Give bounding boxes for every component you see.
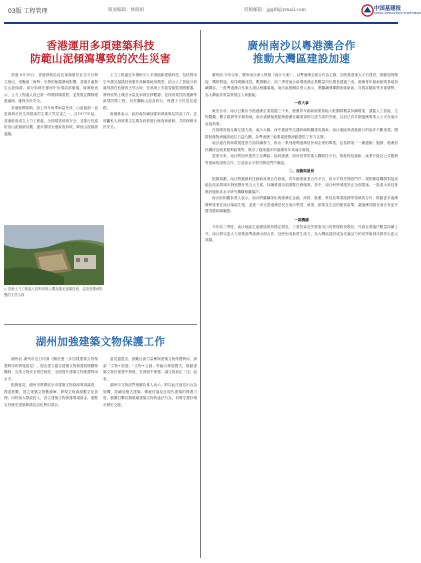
- photo-caption: △ 香港土力工程處人員利用無人機及激光掃描技術，巡查受暴雨影響的天然山坡: [4, 287, 103, 297]
- article3-section-heading: 二、規劃與發展: [288, 169, 315, 173]
- editor-credit: 版面编辑：林晓娟: [108, 8, 144, 13]
- article2-paragraph: 根據意見，湖州市將開展全市建築文物資源專項調查，摸清底數，建立建築文物數據庫，實現文物資源數字化管理；同時加大財政投入，設立建築文物保護專項資金，重點支持歷史建築修繕及活化利用項目。: [4, 383, 98, 407]
- logo-name: 中国基建报: [374, 6, 401, 12]
- article1-paragraph: 香港地勢陡峭，加上每年雨季雨量充沛，山泥傾瀉一直是威脅市民生命財產的主要天然災害之一。自1977年起，香港政府成立土力工程處，全面規管斜坡安全，並推行長遠防治山泥傾瀉計劃，逐步鞏固全港政府斜坡，降低山泥傾瀉風險。: [4, 105, 98, 136]
- article3-section-heading: 一段大事: [294, 101, 309, 105]
- page-header: [4, 0, 421, 24]
- section-divider: [4, 324, 197, 325]
- article1-column-left: [4, 72, 98, 222]
- article1-title-line1: 香港運用多項建築科技: [46, 40, 155, 52]
- article3-paragraph: 今年前三季度，南沙地區生產總值保持穩定增長，工業投資及外貿進出口均實現較快增長，外資企業落戶數量持續上升。南沙將以更大力度推進粵港澳全面合作，加快形成新質生產力，為大灣區建設成為充滿活力的世界級城市群作出更大貢獻。: [205, 225, 398, 242]
- column-divider: [200, 30, 201, 558]
- article1-paragraph: 甯漢豪表示，政府會持續加強斜坡維修及防治工作，並呼籲私人斜坡業主定期為斜坡進行檢查和維修，共同保障市民安全。: [103, 112, 197, 129]
- logo-subtitle: CHINA INFRASTRUCTURE NEWS: [374, 11, 421, 15]
- article3-title-line2: 推動大灣區建設加速: [252, 53, 351, 65]
- article2-paragraph: 意見還提出，鼓勵社會力量參與建築文物保護利用，探索「文物+旅遊」「文物+文創」等融合發展模式，推動建築文物在保護中發展、在發展中保護，讓文物真正「活」起來。: [103, 357, 197, 381]
- article3-paragraph: 南沙還在營商環境建設方面持續發力，推出一系列便利港澳居民和企業的舉措，包括跨境「一網通辦」服務、港澳居民購房及就業便利政策等，吸引了越來越多的港澳青年來南沙發展。: [205, 141, 398, 152]
- article1-paragraph: 香港 9月19日，香港發展局局長甯漢豪於社交平台發文指出，受颱風「海葵」引發的極端暴雨影響，香港多處發生山泥傾瀉，部分斜坡在暴雨中出現局部崩塌。甯漢豪表示，土力工程處人員已第一時間到場視察，並按既定機制跟進處理，確保市民安全。: [4, 73, 98, 103]
- article1-column-right: [103, 72, 197, 320]
- article2-column-left: [4, 356, 98, 558]
- article3-body: [205, 72, 398, 554]
- article3-paragraph: 南沙區相關負責人表示，南沙將繼續深化與港澳在金融、商貿、航運、科技及專業服務等領域的合作，推動更多港澳優勢產業在南沙落地生根，並進一步完善港澳居民在南沙學習、就業、創業及生活的配套政策，讓港澳同胞在南沙有更多獲得感和歸屬感。: [205, 196, 398, 213]
- article2-paragraph: 湖州訊 湖州市近日印發《關於進一步加強建築文物保護利用的實施意見》，提出建立健全建築文物保護管理體制機制，完善文物安全責任制度，全面提升建築文物保護利用水平。: [4, 357, 98, 381]
- article3-paragraph: 根據規劃，南沙將圍繞科技創新產業合作基地、青年創業就業合作平台、高水平對外開放門戶、規則銜接機制對接高地及高品質城市發展標杆等五大方面，持續推進各項重點任務落實。其中，南沙科學城建設正全面提速，一批重大科技基礎設施和高水平研究機構相繼落戶。: [205, 176, 398, 194]
- logo-emblem-icon: [361, 4, 374, 17]
- article3-intro: 廣州訊 今年以來，廣州南沙深入實施《南沙方案》，以粵港澳全面合作為主線，加快推進重大平台建設，推動規則銜接、機制對接，取得明顯成效。數據顯示，前三季度南沙新增港澳企業數量同比增長超過三成，港澳青年創新創業基地持續擴容，一批粵港澳合作重大項目相繼落地。南沙區相關負責人表示，將繼續發揮國家級新區、自貿試驗區等多重優勢，為大灣區高質量發展注入新動能。: [205, 73, 398, 97]
- article3-paragraph: 在基礎設施互聯互通方面，南沙大橋、深中通道等交通幹線相繼建成通車，南沙港區與香港港口的協作不斷加強，國際航運物流樞紐地位日益凸顯，為粵港澳三地要素便捷流動提供了有力支撐。: [205, 128, 398, 139]
- article2-paragraph: 湖州市文物部門相關負責人表示，將以此次意見出台為契機，持續加強古建築、傳統村落及近現代建築的保護力度，嚴厲打擊各類破壞建築文物的違法行為，切實守護好城市歷史文脈。: [103, 383, 197, 407]
- article2-column-right: [103, 356, 197, 558]
- article3-title-line1: 廣州南沙以粵港澳合作: [247, 40, 356, 52]
- article1-paragraph: 土力工程處近年積極引入多項創新建築科技，包括利用空中激光掃描技術製作高解像地形模型，結合人工智能分析識別潛在危險的天然山坡；在斜坡上安裝智能監測感應器，實時收集土壤含水量及斜坡位移數據；並採用柔性防護網等新型防禦工程，有效攔截山泥及碎石，保護下方民居及道路。: [103, 73, 197, 110]
- article3-paragraph: 截至目前，南沙已累計引進港澳企業超過三千家，港澳青年創新創業基地入駐團隊數量持續增加，涵蓋人工智能、生物醫藥、數字經濟等多個領域。南沙還積極推動與港澳在職業資格互認方面的突破，目前已有多類港澳專業人士可在南沙直接執業。: [205, 108, 398, 126]
- article1-title-line2: 防範山泥傾瀉導致的次生災害: [30, 53, 171, 65]
- page-section-label: 03版 工程管理: [8, 8, 48, 15]
- article2-title: 湖州加強建築文物保護工作: [35, 336, 166, 348]
- article1-title: [4, 40, 197, 66]
- contact-email: 投稿邮箱：jgglfl@ymail.com: [244, 8, 306, 13]
- article3-section-heading: 一期機構: [294, 217, 309, 222]
- newspaper-logo: [361, 3, 421, 19]
- article3-title: [205, 40, 398, 66]
- article3-paragraph: 展望未來，南沙將加快建設立足灣區、協同港澳、面向世界的重大戰略性平台，推進科技創新、產業升級及公共服務等領域的深度合作，打造高水平對外開放門戶樞紐。: [205, 154, 398, 165]
- article1-photo: [4, 225, 104, 285]
